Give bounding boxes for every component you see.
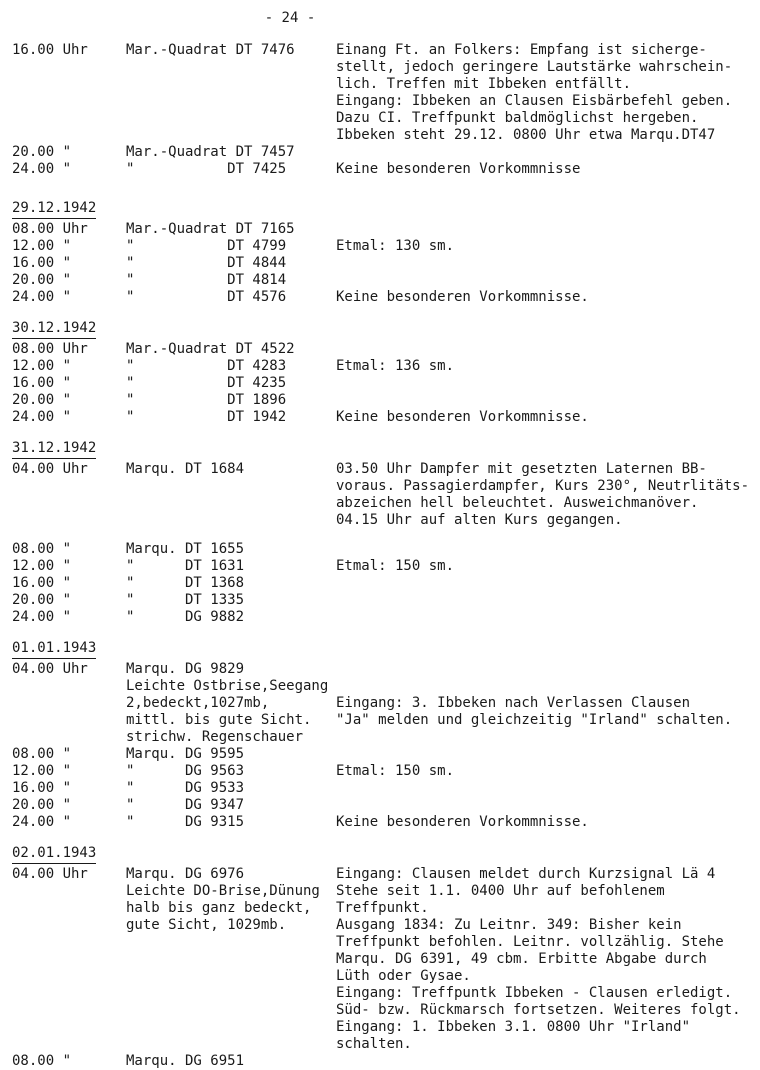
entry-time: 20.00 " bbox=[12, 272, 72, 288]
entry-note: Keine besonderen Vorkommnisse. bbox=[336, 814, 589, 830]
entry-time: 08.00 Uhr bbox=[12, 341, 88, 357]
log-section bbox=[12, 640, 752, 831]
entry-note bbox=[336, 575, 752, 592]
log-entry bbox=[12, 144, 752, 161]
entry-note bbox=[336, 255, 752, 272]
entry-time: 20.00 " bbox=[12, 144, 72, 160]
entry-note: Keine besonderen Vorkommnisse bbox=[336, 161, 581, 177]
log-entry bbox=[12, 238, 752, 255]
entry-note bbox=[336, 221, 752, 238]
entry-note: Etmal: 130 sm. bbox=[336, 238, 455, 254]
date-heading bbox=[12, 320, 752, 339]
entry-time: 16.00 " bbox=[12, 780, 72, 796]
log-entry bbox=[12, 780, 752, 797]
entry-note bbox=[336, 144, 752, 161]
log-entry bbox=[12, 161, 752, 178]
log-section bbox=[12, 42, 752, 186]
date-heading-text: 02.01.1943 bbox=[12, 845, 96, 864]
entry-time: 04.00 Uhr bbox=[12, 661, 88, 677]
entry-note bbox=[336, 375, 752, 392]
date-heading bbox=[12, 200, 752, 219]
entry-note bbox=[336, 541, 752, 558]
entry-position: " DT 4283 bbox=[126, 358, 287, 374]
war-diary-log bbox=[12, 42, 752, 1070]
entry-note bbox=[336, 592, 752, 609]
entry-time: 20.00 " bbox=[12, 797, 72, 813]
entry-position: " DT 4235 bbox=[126, 375, 287, 391]
log-section bbox=[12, 320, 752, 426]
entry-note: Etmal: 150 sm. bbox=[336, 763, 455, 779]
date-heading-text: 31.12.1942 bbox=[12, 440, 96, 459]
log-entry bbox=[12, 255, 752, 272]
log-section bbox=[12, 440, 752, 626]
entry-time: 16.00 Uhr bbox=[12, 42, 88, 58]
entry-position: " DT 1368 bbox=[126, 575, 245, 591]
entry-position: " DG 9315 bbox=[126, 814, 245, 830]
entry-position: " DG 9563 bbox=[126, 763, 245, 779]
log-entry bbox=[12, 392, 752, 409]
log-entry bbox=[12, 358, 752, 375]
entry-position: " DT 4844 bbox=[126, 255, 287, 271]
entry-time: 16.00 " bbox=[12, 255, 72, 271]
entry-note bbox=[336, 746, 752, 763]
entry-position: Marqu. DT 1684 bbox=[126, 461, 245, 477]
date-heading-text: 01.01.1943 bbox=[12, 640, 96, 659]
entry-note bbox=[336, 609, 752, 626]
entry-note: Eingang: Clausen meldet durch Kurzsignal Lä 4 Stehe seit 1.1. 0400 Uhr auf befohlenem Treffpunkt. Ausgang 1834: Zu Leitnr. 349: Bisher kein Treffpunkt befohlen. Leitnr. vollzählig. Stehe Marqu. DG 6391, 49 cbm. Erbitte Abgabe durch Lüth oder Gysae. Eingang: Treffpuntk Ibbeken - Clausen erledigt. Süd- bzw. Rückmarsch fortsetzen. Weiteres folgt. Eingang: 1. Ibbeken 3.1. 0800 Uhr "Irland" schalten. bbox=[336, 866, 741, 1052]
entry-position: Marqu. DG 6951 bbox=[126, 1053, 245, 1069]
entry-position: " DT 4576 bbox=[126, 289, 287, 305]
entry-time: 16.00 " bbox=[12, 575, 72, 591]
entry-time: 24.00 " bbox=[12, 409, 72, 425]
entry-note: Etmal: 136 sm. bbox=[336, 358, 455, 374]
entry-note: Eingang: 3. Ibbeken nach Verlassen Clausen "Ja" melden und gleichzeitig "Irland" schalten. bbox=[336, 695, 733, 728]
entry-time: 12.00 " bbox=[12, 558, 72, 574]
log-section bbox=[12, 845, 752, 1070]
date-heading bbox=[12, 440, 752, 459]
entry-note: 03.50 Uhr Dampfer mit gesetzten Laternen BB- voraus. Passagierdampfer, Kurs 230°, Neutrlitäts- abzeichen hell beleuchtet. Ausweichmanöver. 04.15 Uhr auf alten Kurs gegangen. bbox=[336, 461, 750, 528]
log-entry bbox=[12, 661, 752, 746]
entry-position: Mar.-Quadrat DT 7476 bbox=[126, 42, 295, 58]
entry-time: 12.00 " bbox=[12, 238, 72, 254]
entry-position: " DT 1942 bbox=[126, 409, 287, 425]
entry-position: " DT 4799 bbox=[126, 238, 287, 254]
entry-position: " DT 4814 bbox=[126, 272, 287, 288]
entry-time: 24.00 " bbox=[12, 161, 72, 177]
entry-time: 24.00 " bbox=[12, 609, 72, 625]
log-entry bbox=[12, 541, 752, 558]
log-entry bbox=[12, 558, 752, 575]
entry-note bbox=[336, 1053, 752, 1070]
entry-time: 04.00 Uhr bbox=[12, 461, 88, 477]
entry-position: " DG 9882 bbox=[126, 609, 245, 625]
log-entry bbox=[12, 814, 752, 831]
entry-time: 20.00 " bbox=[12, 592, 72, 608]
entry-note bbox=[336, 272, 752, 289]
entry-time: 08.00 " bbox=[12, 746, 72, 762]
log-entry bbox=[12, 461, 752, 529]
log-entry bbox=[12, 746, 752, 763]
date-heading-text: 30.12.1942 bbox=[12, 320, 96, 339]
entry-note: Keine besonderen Vorkommnisse. bbox=[336, 289, 589, 305]
entry-position: Mar.-Quadrat DT 7457 bbox=[126, 144, 295, 160]
log-entry bbox=[12, 42, 752, 144]
log-entry bbox=[12, 797, 752, 814]
entry-note bbox=[336, 341, 752, 358]
entry-time: 24.00 " bbox=[12, 814, 72, 830]
date-heading-text: 29.12.1942 bbox=[12, 200, 96, 219]
page-number: - 24 - bbox=[264, 10, 316, 26]
log-entry bbox=[12, 289, 752, 306]
log-entry bbox=[12, 866, 752, 1053]
entry-position: Mar.-Quadrat DT 4522 bbox=[126, 341, 295, 357]
entry-position: Marqu. DT 1655 bbox=[126, 541, 245, 557]
entry-position: " DT 1631 bbox=[126, 558, 245, 574]
entry-position: Marqu. DG 9829 Leichte Ostbrise,Seegang 2,bedeckt,1027mb, mittl. bis gute Sicht. strichw. Regenschauer bbox=[126, 661, 329, 745]
entry-position: " DT 1896 bbox=[126, 392, 287, 408]
log-entry bbox=[12, 609, 752, 626]
entry-position: " DT 7425 bbox=[126, 161, 287, 177]
entry-time: 08.00 " bbox=[12, 541, 72, 557]
log-entry bbox=[12, 1053, 752, 1070]
log-entry bbox=[12, 529, 752, 541]
entry-time: 12.00 " bbox=[12, 763, 72, 779]
log-entry bbox=[12, 763, 752, 780]
entry-time: 16.00 " bbox=[12, 375, 72, 391]
entry-note bbox=[336, 780, 752, 797]
date-heading bbox=[12, 640, 752, 659]
entry-note: Etmal: 150 sm. bbox=[336, 558, 455, 574]
log-entry bbox=[12, 575, 752, 592]
entry-note bbox=[336, 529, 752, 541]
entry-position: " DG 9347 bbox=[126, 797, 245, 813]
entry-position: " DG 9533 bbox=[126, 780, 245, 796]
log-section bbox=[12, 200, 752, 306]
entry-time: 04.00 Uhr bbox=[12, 866, 88, 882]
entry-note: Einang Ft. an Folkers: Empfang ist sicherge- stellt, jedoch geringere Lautstärke wahrschein- lich. Treffen mit Ibbeken entfällt. Eingang: Ibbeken an Clausen Eisbärbefehl geben. Dazu CI. Treffpunkt baldmöglichst hergeben. Ibbeken steht 29.12. 0800 Uhr etwa Marqu.DT47 bbox=[336, 42, 733, 143]
date-heading bbox=[12, 845, 752, 864]
entry-time: 12.00 " bbox=[12, 358, 72, 374]
entry-position: " DT 1335 bbox=[126, 592, 245, 608]
entry-time bbox=[12, 529, 126, 541]
entry-time: 24.00 " bbox=[12, 289, 72, 305]
log-entry bbox=[12, 272, 752, 289]
entry-position: Marqu. DG 9595 bbox=[126, 746, 245, 762]
entry-time: 20.00 " bbox=[12, 392, 72, 408]
entry-position: Marqu. DG 6976 Leichte DO-Brise,Dünung halb bis ganz bedeckt, gute Sicht, 1029mb. bbox=[126, 866, 320, 933]
entry-note bbox=[336, 392, 752, 409]
entry-time: 08.00 Uhr bbox=[12, 221, 88, 237]
entry-note: Keine besonderen Vorkommnisse. bbox=[336, 409, 589, 425]
entry-time: 08.00 " bbox=[12, 1053, 72, 1069]
log-entry bbox=[12, 409, 752, 426]
log-entry bbox=[12, 592, 752, 609]
log-entry bbox=[12, 341, 752, 358]
entry-position: Mar.-Quadrat DT 7165 bbox=[126, 221, 295, 237]
log-entry bbox=[12, 221, 752, 238]
entry-note bbox=[336, 797, 752, 814]
entry-position bbox=[126, 529, 336, 541]
log-entry bbox=[12, 375, 752, 392]
